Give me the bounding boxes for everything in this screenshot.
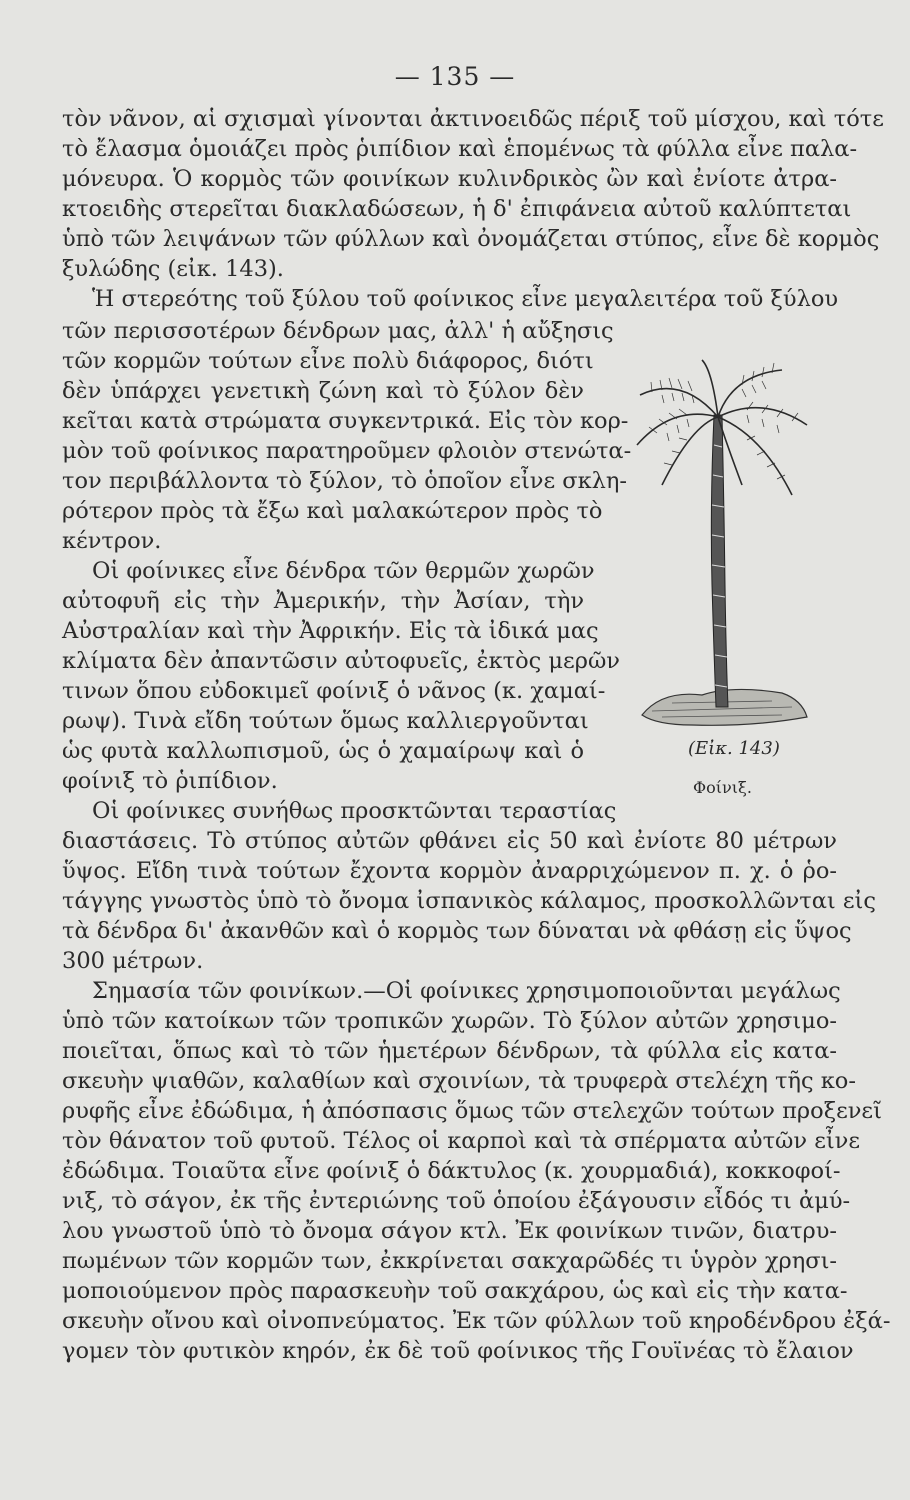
text-line: ξυλώδης (εἰκ. 143). xyxy=(62,256,284,282)
text-line: τὸ ἔλασμα ὁμοιάζει πρὸς ῥιπίδιον καὶ ἑπομένως τὰ φύλλα εἶνε παλα- xyxy=(62,136,858,162)
text-line: ὡς φυτὰ καλλωπισμοῦ, ὡς ὁ χαμαίρωψ καὶ ὁ xyxy=(62,738,584,764)
text-line: τάγγης γνωστὸς ὑπὸ τὸ ὄνομα ἰσπανικὸς κάλαμος, προσκολλῶνται εἰς xyxy=(62,888,876,914)
text-line: ὑπὸ τῶν λειψάνων τῶν φύλλων καὶ ὀνομάζεται στύπος, εἶνε δὲ κορμὸς xyxy=(62,226,880,252)
text-line: τὸν θάνατον τοῦ φυτοῦ. Τέλος οἱ καρποὶ καὶ τὰ σπέρματα αὐτῶν εἶνε xyxy=(62,1128,861,1154)
text-line: ρότερον πρὸς τὰ ἔξω καὶ μαλακώτερον πρὸς τὸ xyxy=(62,498,603,524)
text-line: νιξ, τὸ σάγον, ἐκ τῆς ἐντεριώνης τοῦ ὁποίου ἐξάγουσιν εἶδός τι ἀμύ- xyxy=(62,1188,851,1214)
text-line: Ἡ στερεότης τοῦ ξύλου τοῦ φοίνικος εἶνε μεγαλειτέρα τοῦ ξύλου xyxy=(92,286,839,312)
palm-tree-illustration xyxy=(632,355,812,775)
text-line: τὰ δένδρα δι' ἀκανθῶν καὶ ὁ κορμὸς των δύναται νὰ φθάσῃ εἰς ὕψος xyxy=(62,918,852,944)
text-line: ρωψ). Τινὰ εἴδη τούτων ὅμως καλλιεργοῦνται xyxy=(62,708,589,734)
text-line: τον περιβάλλοντα τὸ ξύλον, τὸ ὁποῖον εἶνε σκλη- xyxy=(62,468,628,494)
text-line: ρυφῆς εἶνε ἐδώδιμα, ἡ ἀπόσπασις ὅμως τῶν στελεχῶν τούτων προξενεῖ xyxy=(62,1098,882,1124)
text-line: λου γνωστοῦ ὑπὸ τὸ ὄνομα σάγον κτλ. Ἐκ φοινίκων τινῶν, διατρυ- xyxy=(62,1218,837,1244)
text-line: μόνευρα. Ὁ κορμὸς τῶν φοινίκων κυλινδρικὸς ὢν καὶ ἐνίοτε ἀτρα- xyxy=(62,166,837,192)
text-line: ποιεῖται, ὅπως καὶ τὸ τῶν ἡμετέρων δένδρων, τὰ φύλλα εἰς κατα- xyxy=(62,1038,837,1064)
text-line: πωμένων τῶν κορμῶν των, ἐκκρίνεται σακχαρῶδές τι ὑγρὸν χρησι- xyxy=(62,1248,837,1274)
text-line: ὑπὸ τῶν κατοίκων τῶν τροπικῶν χωρῶν. Τὸ ξύλον αὐτῶν χρησιμο- xyxy=(62,1008,837,1034)
text-line: τινων ὅπου εὐδοκιμεῖ φοίνιξ ὁ νᾶνος (κ. χαμαί- xyxy=(62,678,606,704)
text-line: κεῖται κατὰ στρώματα συγκεντρικά. Εἰς τὸν κορ- xyxy=(62,408,629,434)
text-line: δὲν ὑπάρχει γενετικὴ ζώνη καὶ τὸ ξύλον δὲν xyxy=(62,378,584,404)
text-line: Αὐστραλίαν καὶ τὴν Ἀφρικήν. Εἰς τὰ ἰδικά μας xyxy=(62,618,599,644)
text-line: ὕψος. Εἴδη τινὰ τούτων ἔχοντα κορμὸν ἀναρριχώμενον π. χ. ὁ ῥο- xyxy=(62,858,837,884)
text-line: μοποιούμενον πρὸς παρασκευὴν τοῦ σακχάρου, ὡς καὶ εἰς τὴν κατα- xyxy=(62,1278,848,1304)
text-line: Οἱ φοίνικες συνήθως προσκτῶνται τεραστίας xyxy=(92,798,617,824)
text-line: αὐτοφυῆ εἰς τὴν Ἀμερικήν, τὴν Ἀσίαν, τὴν xyxy=(62,588,584,614)
text-line: κτοειδὴς στερεῖται διακλαδώσεων, ἡ δ' ἐπιφάνεια αὐτοῦ καλύπτεται xyxy=(62,196,852,222)
text-line: τὸν νᾶνον, αἱ σχισμαὶ γίνονται ἀκτινοειδῶς πέριξ τοῦ μίσχου, καὶ τότε xyxy=(62,106,884,132)
text-line: Σημασία τῶν φοινίκων.—Οἱ φοίνικες χρησιμοποιοῦνται μεγάλως xyxy=(92,978,841,1004)
figure-title: Φοίνιξ. xyxy=(693,778,752,797)
text-line: κλίματα δὲν ἀπαντῶσιν αὐτοφυεῖς, ἐκτὸς μερῶν xyxy=(62,648,620,674)
text-line: διαστάσεις. Τὸ στύπος αὐτῶν φθάνει εἰς 50 καὶ ἐνίοτε 80 μέτρων xyxy=(62,828,837,854)
text-line: σκευὴν οἴνου καὶ οἰνοπνεύματος. Ἐκ τῶν φύλλων τοῦ κηροδένδρου ἐξά- xyxy=(62,1308,891,1334)
text-line: σκευὴν ψιαθῶν, καλαθίων καὶ σχοινίων, τὰ τρυφερὰ στελέχη τῆς κο- xyxy=(62,1068,856,1094)
text-line: ἐδώδιμα. Τοιαῦτα εἶνε φοίνιξ ὁ δάκτυλος (κ. χουρμαδιά), κοκκοφοί- xyxy=(62,1158,841,1184)
text-line: κέντρον. xyxy=(62,528,162,554)
text-line: φοίνιξ τὸ ῥιπίδιον. xyxy=(62,768,278,794)
text-line: τῶν περισσοτέρων δένδρων μας, ἀλλ' ἡ αὔξησις xyxy=(62,318,614,344)
text-line: τῶν κορμῶν τούτων εἶνε πολὺ διάφορος, διότι xyxy=(62,348,594,374)
text-line: 300 μέτρων. xyxy=(62,948,204,974)
text-line: Οἱ φοίνικες εἶνε δένδρα τῶν θερμῶν χωρῶν xyxy=(92,558,595,584)
text-line: γομεν τὸν φυτικὸν κηρόν, ἐκ δὲ τοῦ φοίνικος τῆς Γουϊνέας τὸ ἔλαιον xyxy=(62,1338,854,1364)
figure-caption: (Εἰκ. 143) xyxy=(688,738,780,759)
page-number: — 135 — xyxy=(394,62,516,91)
text-line: μὸν τοῦ φοίνικος παρατηροῦμεν φλοιὸν στενώτα- xyxy=(62,438,632,464)
